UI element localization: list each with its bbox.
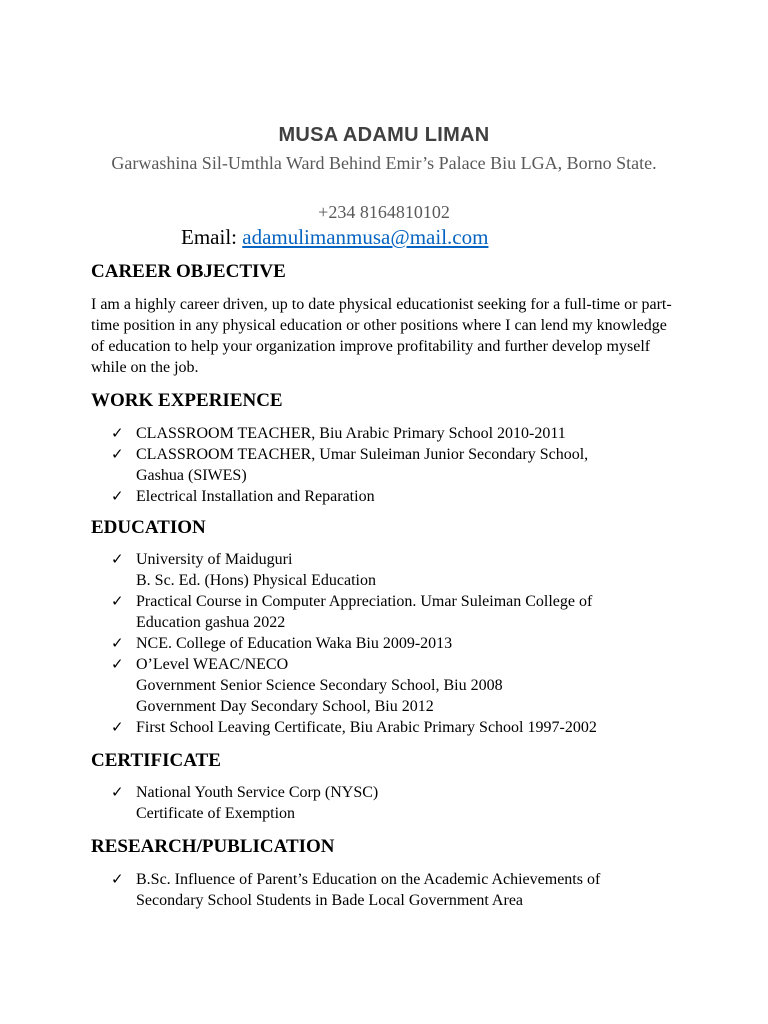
education-list: [0, 549, 656, 738]
checkmark-icon: ✓: [111, 592, 124, 610]
list-item-line: CLASSROOM TEACHER, Umar Suleiman Junior Secondary School,: [136, 446, 589, 463]
list-item: [0, 444, 656, 486]
list-item-line: O’Level WEAC/NECO: [136, 656, 289, 673]
checkmark-icon: ✓: [111, 424, 124, 442]
list-item-line: Government Senior Science Secondary School, Biu 2008: [136, 677, 503, 694]
checkmark-icon: ✓: [111, 783, 124, 801]
research-list: [0, 869, 656, 911]
list-item: [0, 782, 656, 824]
list-item: [0, 633, 656, 654]
list-item-line: Practical Course in Computer Appreciation. Umar Suleiman College of: [136, 593, 593, 610]
list-item-line: Certificate of Exemption: [136, 805, 296, 822]
list-item-line: First School Leaving Certificate, Biu Arabic Primary School 1997-2002: [136, 719, 597, 736]
list-item: [0, 423, 656, 444]
list-item-line: Electrical Installation and Reparation: [136, 488, 375, 505]
certificate-list: [0, 782, 656, 824]
list-item: [0, 654, 656, 717]
list-item-line: NCE. College of Education Waka Biu 2009-2013: [136, 635, 453, 652]
candidate-name: MUSA ADAMU LIMAN: [278, 124, 490, 146]
list-item: [0, 717, 656, 738]
list-item: [0, 486, 656, 507]
checkmark-icon: ✓: [111, 634, 124, 652]
email-label: Email:: [181, 225, 243, 249]
checkmark-icon: ✓: [111, 487, 124, 505]
address: Garwashina Sil-Umthla Ward Behind Emir’s Palace Biu LGA, Borno State.: [111, 153, 657, 173]
email-link[interactable]: adamulimanmusa@mail.com: [242, 225, 489, 249]
education-heading: EDUCATION: [91, 517, 206, 538]
list-item-line: B.Sc. Influence of Parent’s Education on the Academic Achievements of: [136, 871, 601, 888]
list-item-line: CLASSROOM TEACHER, Biu Arabic Primary School 2010-2011: [136, 425, 566, 442]
checkmark-icon: ✓: [111, 718, 124, 736]
research-heading: RESEARCH/PUBLICATION: [91, 836, 335, 857]
list-item: [0, 869, 656, 911]
checkmark-icon: ✓: [111, 445, 124, 463]
career-objective-heading: CAREER OBJECTIVE: [91, 261, 286, 282]
list-item-line: National Youth Service Corp (NYSC): [136, 784, 379, 801]
certificate-heading: CERTIFICATE: [91, 750, 221, 771]
list-item-line: B. Sc. Ed. (Hons) Physical Education: [136, 572, 376, 589]
list-item-line: University of Maiduguri: [136, 551, 293, 568]
work-experience-list: [0, 423, 656, 507]
checkmark-icon: ✓: [111, 655, 124, 673]
list-item: [0, 591, 656, 633]
checkmark-icon: ✓: [111, 870, 124, 888]
list-item-line: Government Day Secondary School, Biu 2012: [136, 698, 434, 715]
phone-number: +234 8164810102: [318, 202, 450, 222]
list-item: [0, 549, 656, 591]
list-item-line: Gashua (SIWES): [136, 467, 247, 484]
checkmark-icon: ✓: [111, 550, 124, 568]
career-objective-text: I am a highly career driven, up to date physical educationist seeking for a full-time or part-time position in any physical education or other positions where I can lend my knowledge of education to help your organization improve profitability and further develop myself while on the job.: [91, 296, 672, 376]
list-item-line: Secondary School Students in Bade Local Government Area: [136, 892, 524, 909]
work-experience-heading: WORK EXPERIENCE: [91, 390, 283, 411]
email-line: [181, 224, 488, 250]
list-item-line: Education gashua 2022: [136, 614, 286, 631]
